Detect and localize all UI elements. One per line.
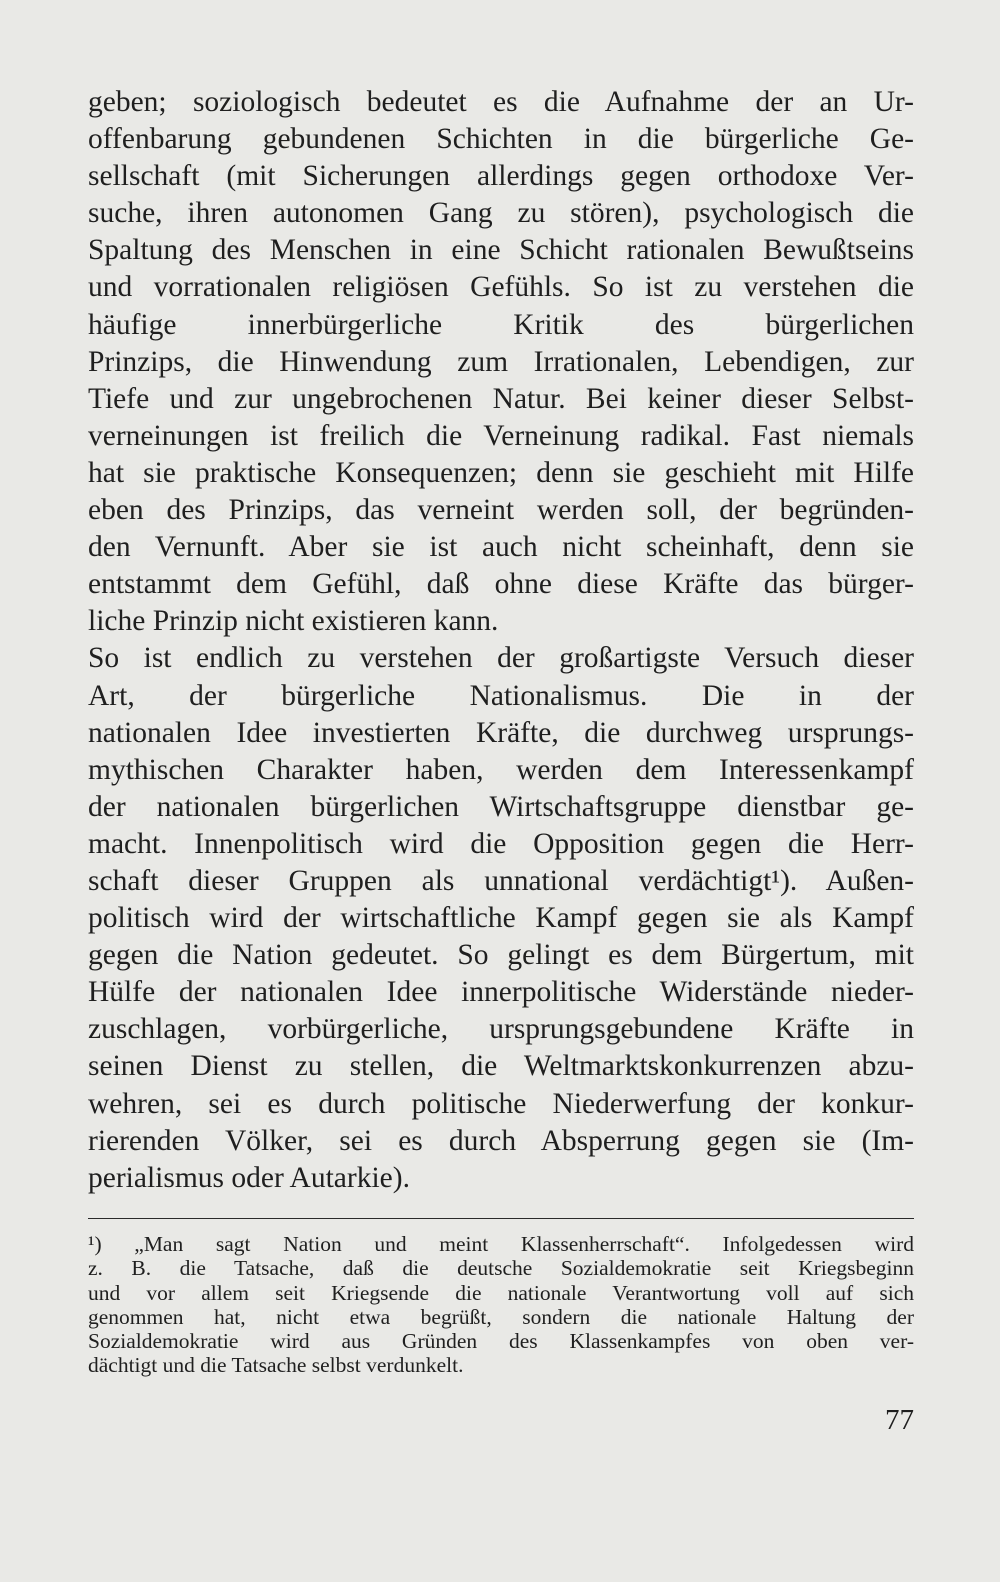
text-line: So ist endlich zu verstehen der großartigste Versuch dieser <box>88 642 914 675</box>
body-text <box>88 84 914 1197</box>
text-line: den Vernunft. Aber sie ist auch nicht scheinhaft, denn sie <box>88 531 914 564</box>
text-line: gegen die Nation gedeutet. So gelingt es dem Bürgertum, mit <box>88 939 914 972</box>
text-line: nationalen Idee investierten Kräfte, die durchweg ursprungs- <box>88 716 914 749</box>
text-line: entstammt dem Gefühl, daß ohne diese Kräfte das bürger- <box>88 568 914 601</box>
text-line: Prinzips, die Hinwendung zum Irrationalen, Lebendigen, zur <box>88 345 914 378</box>
text-line: verneinungen ist freilich die Verneinung radikal. Fast niemals <box>88 419 914 452</box>
footnote-line: z. B. die Tatsache, daß die deutsche Sozialdemokratie seit Kriegsbeginn <box>88 1256 914 1281</box>
text-line: geben; soziologisch bedeutet es die Aufnahme der an Ur- <box>88 86 914 118</box>
text-line: liche Prinzip nicht existieren kann. <box>88 605 499 638</box>
text-line: hat sie praktische Konsequenzen; denn sie geschieht mit Hilfe <box>88 456 914 489</box>
text-line: suche, ihren autonomen Gang zu stören), psychologisch die <box>88 197 914 230</box>
text-line: sellschaft (mit Sicherungen allerdings gegen orthodoxe Ver- <box>88 160 914 193</box>
footnote-line: genommen hat, nicht etwa begrüßt, sondern die nationale Haltung der <box>88 1304 914 1329</box>
text-line: Spaltung des Menschen in eine Schicht rationalen Bewußtseins <box>88 234 914 267</box>
text-line: seinen Dienst zu stellen, die Weltmarktskonkurrenzen abzu- <box>88 1050 914 1083</box>
text-line: wehren, sei es durch politische Niederwerfung der konkur- <box>88 1087 914 1120</box>
text-line: Hülfe der nationalen Idee innerpolitische Widerstände nieder- <box>88 976 914 1009</box>
footnote-line: ¹) „Man sagt Nation und meint Klassenherrschaft“. Infolgedessen wird <box>88 1232 914 1256</box>
text-line: eben des Prinzips, das verneint werden soll, der begründen- <box>88 494 914 527</box>
text-line: und vorrationalen religiösen Gefühls. So ist zu verstehen die <box>88 271 914 304</box>
footnote-divider <box>88 1218 914 1219</box>
text-line: politisch wird der wirtschaftliche Kampf gegen sie als Kampf <box>88 902 914 935</box>
text-line: perialismus oder Autarkie). <box>88 1161 410 1194</box>
text-line: häufige innerbürgerliche Kritik des bürgerlichen <box>88 308 914 341</box>
footnote-line: dächtigt und die Tatsache selbst verdunkelt. <box>88 1353 464 1378</box>
text-line: Art, der bürgerliche Nationalismus. Die in der <box>88 679 914 712</box>
text-line: der nationalen bürgerlichen Wirtschaftsgruppe dienstbar ge- <box>88 790 914 823</box>
footnote-line: und vor allem seit Kriegsende die nationale Verantwortung voll auf sich <box>88 1280 914 1305</box>
text-line: offenbarung gebundenen Schichten in die bürgerliche Ge- <box>88 123 914 156</box>
text-line: rierenden Völker, sei es durch Absperrung gegen sie (Im- <box>88 1124 914 1157</box>
page-number: 77 <box>885 1404 914 1436</box>
text-line: mythischen Charakter haben, werden dem Interessenkampf <box>88 753 914 786</box>
text-line: zuschlagen, vorbürgerliche, ursprungsgebundene Kräfte in <box>88 1013 914 1046</box>
text-line: Tiefe und zur ungebrochenen Natur. Bei keiner dieser Selbst- <box>88 382 914 415</box>
text-line: macht. Innenpolitisch wird die Opposition gegen die Herr- <box>88 827 914 860</box>
text-line: schaft dieser Gruppen als unnational verdächtigt¹). Außen- <box>88 864 914 897</box>
footnote <box>88 1232 914 1378</box>
footnote-line: Sozialdemokratie wird aus Gründen des Klassenkampfes von oben ver- <box>88 1329 914 1354</box>
